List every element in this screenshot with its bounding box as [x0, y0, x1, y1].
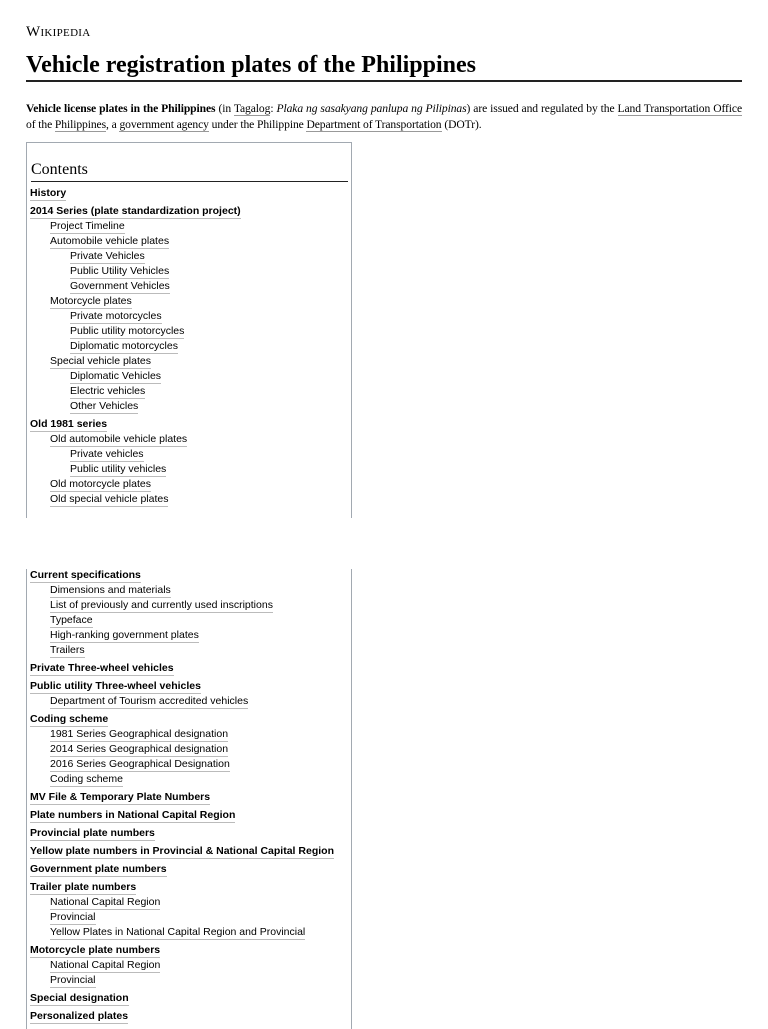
toc-item[interactable] — [70, 400, 138, 413]
lead-bold-term: Vehicle license plates in the Philippines — [26, 102, 216, 115]
toc-item[interactable] — [30, 809, 235, 822]
link-tagalog[interactable]: Tagalog — [233, 102, 271, 115]
toc-item[interactable] — [70, 385, 145, 398]
toc-item-label: Yellow Plates in National Capital Region and Provincial — [50, 926, 306, 938]
toc-item-label: National Capital Region — [50, 959, 161, 971]
toc-item[interactable] — [30, 680, 201, 693]
toc-item[interactable] — [70, 448, 144, 461]
toc-item[interactable] — [50, 959, 160, 972]
toc-item-label: Public utility Three-wheel vehicles — [30, 680, 201, 692]
lead-text: (in — [215, 102, 234, 115]
lead-text: (DOTr). — [441, 117, 482, 131]
toc-item-label: Motorcycle plates — [50, 295, 132, 307]
toc-item-label: Coding scheme — [50, 773, 123, 785]
toc-item-label: Private motorcycles — [70, 310, 162, 322]
toc-box-part-1 — [26, 142, 352, 518]
toc-item[interactable] — [70, 250, 145, 263]
toc-item-label: Old motorcycle plates — [50, 478, 151, 490]
lead-text: under the Philippine — [208, 117, 307, 131]
toc-item[interactable] — [30, 863, 167, 876]
toc-item-label: Provincial — [50, 911, 96, 923]
toc-item-label: Provincial plate numbers — [30, 827, 155, 839]
toc-item-label: Private Vehicles — [70, 250, 145, 262]
toc-item-label: Diplomatic motorcycles — [70, 340, 178, 352]
toc-item[interactable] — [50, 773, 123, 786]
toc-item-label: High-ranking government plates — [50, 629, 199, 641]
toc-heading: Contents — [31, 160, 348, 182]
toc-item-label: Plate numbers in National Capital Region — [30, 809, 236, 821]
wikipedia-wordmark[interactable]: Wikipedia — [26, 24, 91, 40]
lead-text: of the — [26, 117, 55, 131]
toc-item-label: Personalized plates — [30, 1010, 129, 1022]
toc-item[interactable] — [50, 758, 230, 771]
toc-item[interactable] — [30, 205, 241, 218]
toc-item[interactable] — [30, 713, 108, 726]
toc-item-label: Current specifications — [30, 569, 141, 581]
lead-text: : — [270, 102, 277, 115]
toc-item-label: Special vehicle plates — [50, 355, 151, 367]
toc-item-label: 1981 Series Geographical designation — [50, 728, 229, 740]
toc-item-label: Old 1981 series — [30, 418, 108, 430]
toc-item-label: Old special vehicle plates — [50, 493, 169, 505]
toc-item[interactable] — [50, 974, 96, 987]
toc-item-label: Project Timeline — [50, 220, 125, 232]
toc-item[interactable] — [30, 845, 334, 858]
toc-item-label: List of previously and currently used inscriptions — [50, 599, 273, 611]
toc-item-label: Old automobile vehicle plates — [50, 433, 188, 445]
toc-item-label: Public utility vehicles — [70, 463, 167, 475]
toc-item[interactable] — [30, 1010, 128, 1023]
toc-item[interactable] — [70, 325, 184, 338]
toc-box-part-2 — [26, 569, 352, 1029]
toc-item[interactable] — [70, 265, 169, 278]
toc-item[interactable] — [50, 629, 199, 642]
toc-item-label: Special designation — [30, 992, 129, 1004]
toc-item-label: 2014 Series Geographical designation — [50, 743, 229, 755]
toc-item[interactable] — [30, 187, 66, 200]
toc-item[interactable] — [50, 355, 151, 368]
toc-item-label: Diplomatic Vehicles — [70, 370, 162, 382]
toc-item-label: Trailers — [50, 644, 85, 656]
toc-item[interactable] — [50, 599, 273, 612]
toc-item-label: Private Three-wheel vehicles — [30, 662, 174, 674]
toc-item-label: Coding scheme — [30, 713, 109, 725]
toc-item-label: Provincial — [50, 974, 96, 986]
toc-item[interactable] — [30, 881, 136, 894]
toc-item-label: Department of Tourism accredited vehicles — [50, 695, 249, 707]
toc-item[interactable] — [70, 310, 162, 323]
toc-item[interactable] — [50, 695, 248, 708]
link-dotr[interactable]: Department of Transportation — [306, 117, 442, 131]
toc-item-label: Trailer plate numbers — [30, 881, 137, 893]
toc-item[interactable] — [50, 896, 160, 909]
link-lto[interactable]: Land Transportation Office — [617, 102, 743, 115]
toc-item-label: Yellow plate numbers in Provincial & National Capital Region — [30, 845, 334, 857]
toc-item[interactable] — [30, 992, 129, 1005]
toc-item[interactable] — [30, 662, 174, 675]
toc-item-label: Motorcycle plate numbers — [30, 944, 161, 956]
toc-item-label: Automobile vehicle plates — [50, 235, 170, 247]
toc-item-label: Typeface — [50, 614, 93, 626]
toc-item[interactable] — [50, 220, 125, 233]
link-government-agency[interactable]: government agency — [119, 117, 209, 131]
toc-item-label: MV File & Temporary Plate Numbers — [30, 791, 211, 803]
toc-item[interactable] — [30, 569, 141, 582]
toc-item[interactable] — [50, 493, 168, 506]
toc-item[interactable] — [50, 614, 93, 627]
toc-item-label: Other Vehicles — [70, 400, 139, 412]
toc-item[interactable] — [50, 433, 187, 446]
toc-item-label: History — [30, 187, 67, 199]
page-title: Vehicle registration plates of the Philippines — [26, 50, 742, 82]
toc-item[interactable] — [50, 235, 169, 248]
toc-item[interactable] — [50, 743, 228, 756]
toc-item[interactable] — [50, 728, 228, 741]
lead-text: , a — [106, 117, 120, 131]
toc-item[interactable] — [30, 944, 160, 957]
toc-item[interactable] — [30, 418, 107, 431]
lead-tagalog-term: Plaka ng sasakyang panlupa ng Pilipinas — [276, 102, 467, 115]
toc-item[interactable] — [50, 926, 305, 939]
toc-item[interactable] — [50, 911, 96, 924]
toc-item-label: Public Utility Vehicles — [70, 265, 170, 277]
toc-item[interactable] — [50, 644, 85, 657]
toc-item[interactable] — [70, 280, 170, 293]
toc-item-label: Dimensions and materials — [50, 584, 171, 596]
lead-paragraph — [26, 101, 742, 132]
toc-item[interactable] — [50, 584, 171, 597]
toc-item-label: Public utility motorcycles — [70, 325, 185, 337]
toc-item[interactable] — [50, 478, 151, 491]
toc-item-label: 2014 Series (plate standardization project) — [30, 205, 241, 217]
toc-item-label: National Capital Region — [50, 896, 161, 908]
toc-item[interactable] — [30, 791, 210, 804]
toc-item[interactable] — [70, 463, 166, 476]
toc-item[interactable] — [30, 827, 155, 840]
link-philippines[interactable]: Philippines — [54, 117, 106, 131]
toc-item[interactable] — [70, 370, 161, 383]
toc-item[interactable] — [50, 295, 132, 308]
toc-item-label: Government plate numbers — [30, 863, 167, 875]
toc-item-label: Electric vehicles — [70, 385, 146, 397]
toc-item-label: Private vehicles — [70, 448, 144, 460]
toc-item-label: Government Vehicles — [70, 280, 170, 292]
lead-text: ) are issued and regulated by the — [466, 102, 618, 115]
toc-item-label: 2016 Series Geographical Designation — [50, 758, 230, 770]
toc-item[interactable] — [70, 340, 178, 353]
